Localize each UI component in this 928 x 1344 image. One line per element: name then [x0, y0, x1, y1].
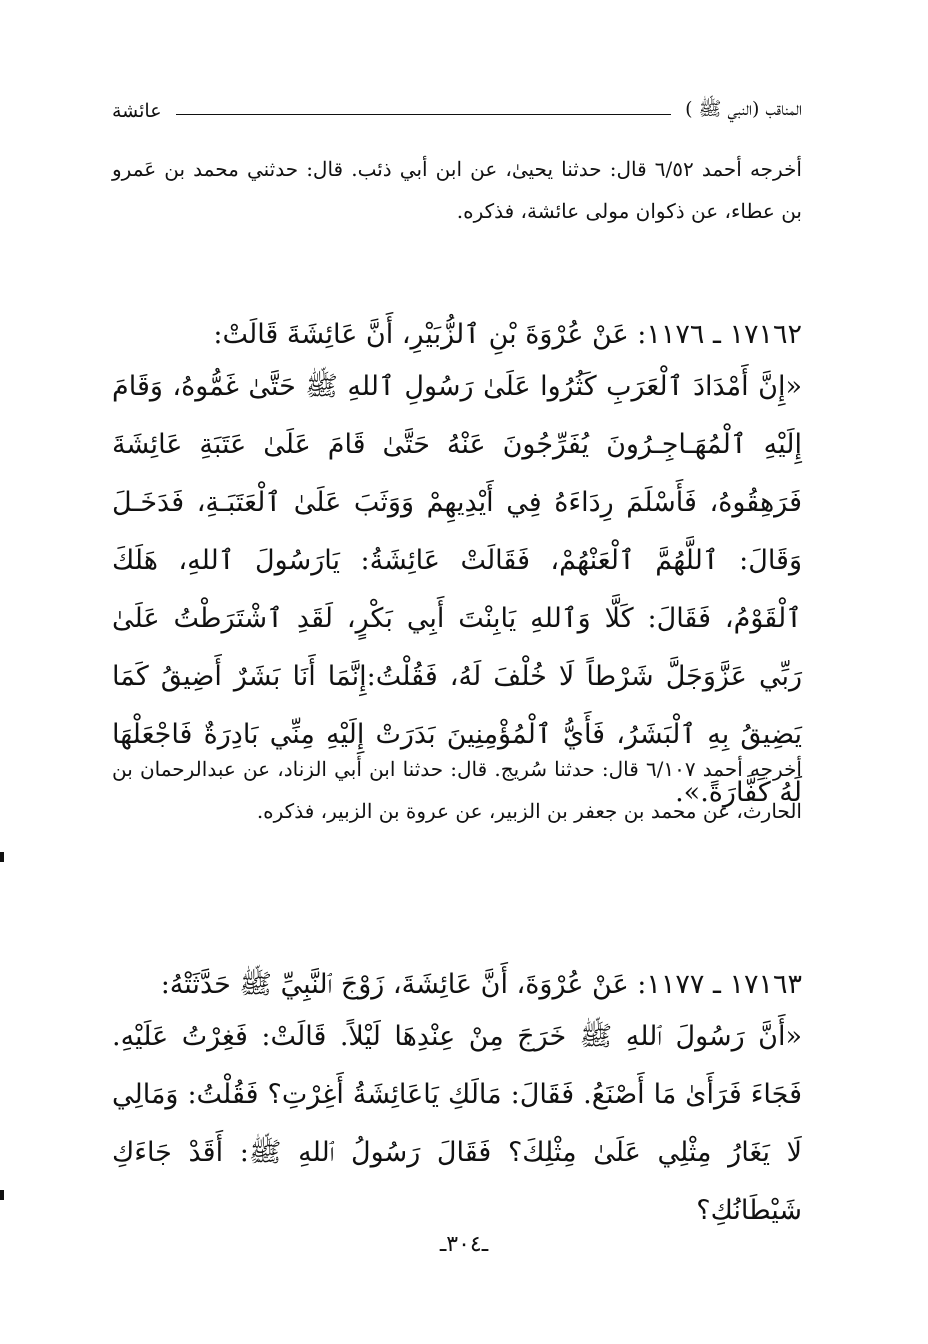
- source-note-2: [112, 748, 802, 832]
- scan-edge-mark: [0, 1190, 4, 1200]
- source-note-text: أخرجه أحمد ٦/٥٢ قال: حدثنا يحيىٰ، عن ابن أبي ذئب. قال: حدثني محمد بن عَمرو بن عطاء، عن ذكوان مولى عائشة، فذكره.: [112, 157, 802, 223]
- header-rule: [176, 114, 672, 115]
- hadith-text: «أَنَّ رَسُولَ ٱللهِ ﷺ خَرَجَ مِنْ عِنْدِهَا لَيْلاً. قَالَتْ: فَغِرْتُ عَلَيْهِ. فَجَاءَ فَرَأَىٰ مَا أَصْنَعُ. فَقَالَ: مَالَكِ يَاعَائِشَةُ أَغِرْتِ؟ فَقُلْتُ: وَمَالِي لَا يَغَارُ مِثْلِي عَلَىٰ مِثْلِكَ؟ فَقَالَ رَسُولُ ٱللهِ ﷺ: أَقَدْ جَاءَكِ شَيْطَانُكِ؟: [112, 1021, 802, 1226]
- hadith-1177: [112, 962, 802, 1240]
- hadith-1176: [112, 312, 802, 822]
- scan-edge-mark: [0, 852, 4, 862]
- running-header: [112, 94, 802, 128]
- source-note-1: [112, 148, 802, 232]
- hadith-text: «إِنَّ أَمْدَادَ ٱلْعَرَبِ كَثُرُوا عَلَىٰ رَسُولِ ٱللهِ ﷺ حَتَّىٰ غَمُّوهُ، وَقَامَ إِلَيْهِ ٱلْمُهَـاجِـرُونَ يُفَرِّجُونَ عَنْهُ حَتَّىٰ قَامَ عَلَىٰ عَتَبَةِ عَائِشَةَ فَرَهِقُوهُ، فَأَسْلَمَ رِدَاءَهُ فِي أَيْدِيهِمْ وَوَثَبَ عَلَىٰ ٱلْعَتَبَـةِ، فَدَخَـلَ وَقَالَ: ٱللَّهُمَّ ٱلْعَنْهُمْ، فَقَالَتْ عَائِشَةُ: يَارَسُولَ ٱللهِ، هَلَكَ ٱلْقَوْمُ، فَقَالَ: كَلَّا وَٱللهِ يَابِنْتَ أَبِي بَكْرٍ، لَقَدِ ٱشْتَرَطْتُ عَلَىٰ رَبِّي عَزَّوَجَلَّ شَرْطاً لَا خُلْفَ لَهُ، فَقُلْتُ:إِنَّمَا أَنَا بَشَرٌ أَضِيقُ كَمَا يَضِيقُ بِهِ ٱلْبَشَرُ، فَأَيُّ ٱلْمُؤْمِنِينَ بَدَرَتْ إِلَيْهِ مِنِّي بَادِرَةٌ فَاجْعَلْهَا لَهُ كَفَّارَةً.».: [112, 371, 802, 808]
- hadith-title: ١٧١٦٢ ـ ١١٧٦: عَنْ عُرْوَةَ بْنِ ٱلزُّبَيْرِ، أَنَّ عَائِشَةَ قَالَتْ:: [213, 319, 802, 350]
- source-note-text: أخرجه أحمد ٦/١٠٧ قال: حدثنا سُريج. قال: حدثنا ابن أبي الزناد، عن عبدالرحمان بن الحارث، عن محمد بن جعفر بن الزبير، عن عروة بن الزبير، فذكره.: [112, 757, 802, 823]
- page-number: ـ٣٠٤ـ: [439, 1232, 489, 1257]
- header-chapter: المناقب (النبي ﷺ ): [685, 98, 802, 120]
- hadith-title: ١٧١٦٣ ـ ١١٧٧: عَنْ عُرْوَةَ، أَنَّ عَائِشَةَ، زَوْجَ ٱلنَّبِيِّ ﷺ حَدَّثَتْهُ:: [160, 969, 802, 1000]
- header-topic: عائشة: [112, 100, 162, 122]
